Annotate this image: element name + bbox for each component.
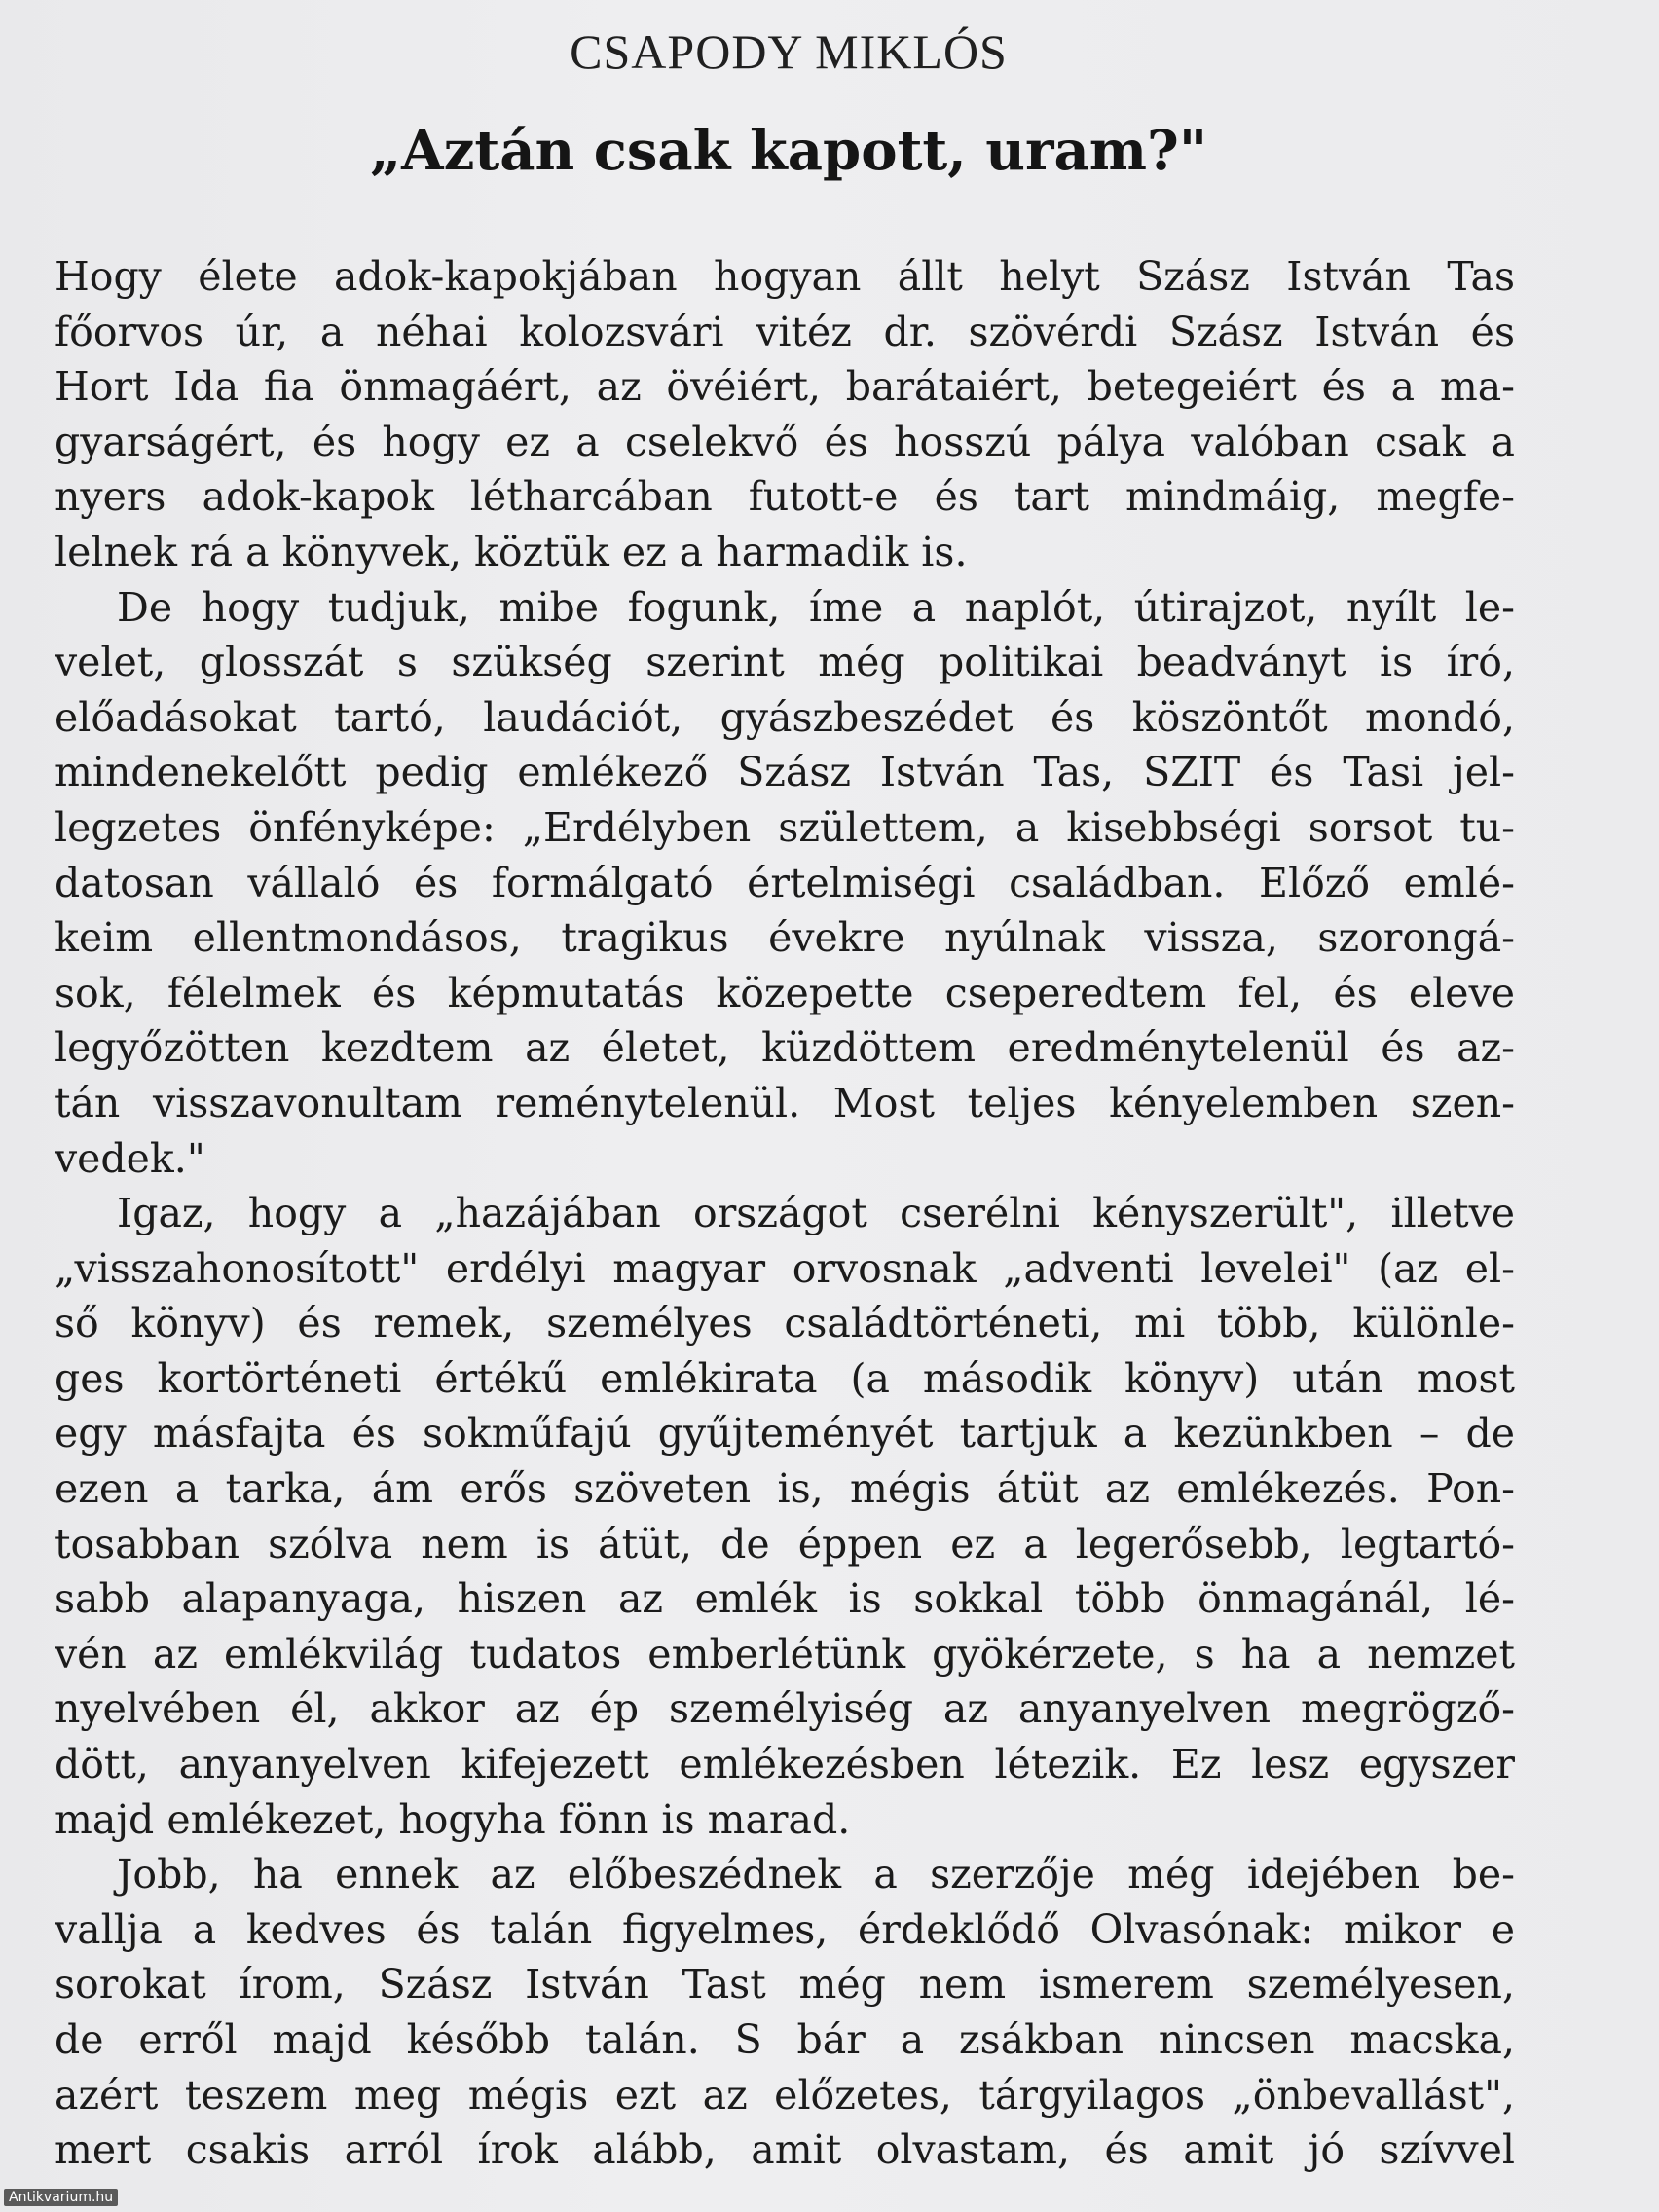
text-line: tosabban szólva nem is átüt, de éppen ez a legerősebb, legtartó- — [55, 1520, 1515, 1567]
text-line: tán visszavonultam reménytelenül. Most teljes kényelemben szen- — [55, 1079, 1515, 1126]
text-line: mindenekelőtt pedig emlékező Szász István Tas, SZIT és Tasi jel- — [55, 749, 1515, 796]
text-line: nyelvében él, akkor az ép személyiség az anyanyelven megrögző- — [55, 1685, 1515, 1733]
text-line: datosan vállaló és formálgató értelmiségi családban. Előző emlé- — [55, 859, 1515, 906]
text-line: Igaz, hogy a „hazájában országot cserélni kényszerült", illetve — [117, 1190, 1515, 1237]
text-line: keim ellentmondásos, tragikus évekre nyúlnak vissza, szorongá- — [55, 914, 1515, 962]
text-line: azért teszem meg mégis ezt az előzetes, tárgyilagos „önbevallást", — [55, 2071, 1515, 2119]
text-line: sorokat írom, Szász István Tast még nem ismerem személyesen, — [55, 1961, 1515, 2009]
text-line: velet, glosszát s szükség szerint még politikai beadványt is író, — [55, 639, 1515, 686]
text-line: Hogy élete adok-kapokjában hogyan állt helyt Szász István Tas — [55, 253, 1515, 300]
text-line: főorvos úr, a néhai kolozsvári vitéz dr. szövérdi Szász István és — [55, 308, 1515, 355]
text-line: ges kortörténeti értékű emlékirata (a második könyv) után most — [55, 1354, 1515, 1402]
watermark-label: Antikvarium.hu — [4, 2189, 118, 2206]
text-line: vén az emlékvilág tudatos emberlétünk gyökérzete, s ha a nemzet — [55, 1630, 1515, 1677]
text-line: lelnek rá a könyvek, köztük ez a harmadik is. — [55, 528, 968, 575]
paragraph — [55, 249, 1515, 580]
text-line: „visszahonosított" erdélyi magyar orvosnak „adventi levelei" (az el- — [55, 1244, 1515, 1292]
text-line: mert csakis arról írok alább, amit olvastam, és amit jó szívvel — [55, 2126, 1515, 2174]
text-line: De hogy tudjuk, mibe fogunk, íme a naplót, útirajzot, nyílt le- — [117, 583, 1515, 631]
text-line: vedek." — [55, 1134, 205, 1182]
text-line: Jobb, ha ennek az előbeszédnek a szerzője még idejében be- — [117, 1851, 1515, 1899]
text-line: nyers adok-kapok létharcában futott-e és tart mindmáig, megfe- — [55, 473, 1515, 521]
paragraph — [55, 580, 1515, 1187]
text-line: ső könyv) és remek, személyes családtörténeti, mi több, különle- — [55, 1300, 1515, 1347]
text-line: előadásokat tartó, laudációt, gyászbeszédet és köszöntőt mondó, — [55, 693, 1515, 741]
text-line: legyőzötten kezdtem az életet, küzdöttem eredménytelenül és az- — [55, 1024, 1515, 1072]
text-line: dött, anyanyelven kifejezett emlékezésben létezik. Ez lesz egyszer — [55, 1741, 1515, 1788]
text-line: vallja a kedves és talán figyelmes, érdeklődő Olvasónak: mikor e — [55, 1905, 1515, 1953]
text-line: ezen a tarka, ám erős szöveten is, mégis átüt az emlékezés. Pon- — [55, 1465, 1515, 1513]
text-line: Hort Ida fia önmagáért, az övéiért, barátaiért, betegeiért és a ma- — [55, 363, 1515, 411]
text-line: egy másfajta és sokműfajú gyűjteményét tartjuk a kezünkben – de — [55, 1410, 1515, 1457]
author-name: CSAPODY MIKLÓS — [570, 24, 1008, 79]
text-line: gyarságért, és hogy ez a cselekvő és hosszú pálya valóban csak a — [55, 418, 1515, 465]
text-line: de erről majd később talán. S bár a zsákban nincsen macska, — [55, 2016, 1515, 2063]
body-text — [55, 249, 1515, 2178]
text-line: majd emlékezet, hogyha fönn is marad. — [55, 1795, 851, 1843]
chapter-title: „Aztán csak kapott, uram?" — [369, 119, 1208, 183]
paragraph — [55, 1847, 1515, 2178]
text-line: legzetes önfényképe: „Erdélyben születtem, a kisebbségi sorsot tu- — [55, 803, 1515, 851]
paragraph — [55, 1186, 1515, 1847]
text-line: sabb alapanyaga, hiszen az emlék is sokkal több önmagánál, lé- — [55, 1575, 1515, 1623]
text-line: sok, félelmek és képmutatás közepette cseperedtem fel, és eleve — [55, 969, 1515, 1016]
